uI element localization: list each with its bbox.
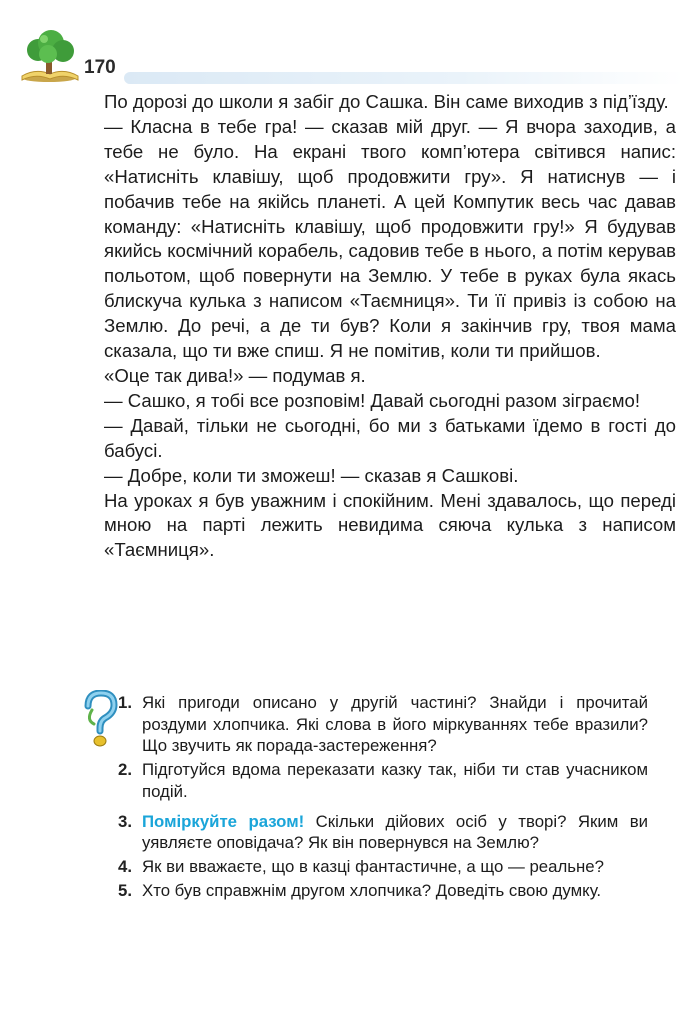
header-rule <box>124 72 684 84</box>
question-number: 2. <box>118 760 132 780</box>
story-paragraph: — Добре, коли ти зможеш! — сказав я Сашкові. <box>104 464 519 486</box>
question-text: Які пригоди описано у другій частині? Знайди і прочитай роздуми хлопчика. Які слова в його міркуваннях тебе вразили? Що звучить як порада-застереження? <box>142 693 648 756</box>
story-paragraph: «Оце так дива!» — подумав я. <box>104 364 366 386</box>
question-text <box>142 811 648 854</box>
question-text: Підготуйся вдома переказати казку так, ніби ти став учасником подій. <box>142 760 648 801</box>
question-number: 1. <box>118 693 132 712</box>
page-number: 170 <box>84 57 116 78</box>
question-item <box>118 759 648 802</box>
story-paragraph: — Давай, тільки не сьогодні, бо ми з батьками їдемо в гості до бабусі. <box>104 414 676 461</box>
question-item <box>118 692 648 757</box>
question-item <box>118 856 648 878</box>
question-number: 5. <box>118 880 132 900</box>
question-number: 4. <box>118 856 132 876</box>
story-paragraph: По дорозі до школи я забіг до Сашка. Він саме виходив з під’їзду. <box>104 91 669 112</box>
story-paragraph: На уроках я був уважним і спокійним. Мені здавалось, що переді мною на парті лежить невидима сяюча кулька з написом «Таємниця». <box>104 489 676 561</box>
question-text: Хто був справжнім другом хлопчика? Доведіть свою думку. <box>142 880 602 900</box>
question-item <box>118 880 648 902</box>
tree-on-book-icon <box>18 28 82 84</box>
discuss-together-label: Поміркуйте разом! <box>142 811 305 831</box>
question-number: 3. <box>118 811 132 831</box>
question-item <box>118 811 648 854</box>
page-header <box>0 0 700 100</box>
story-text <box>104 90 676 563</box>
question-text: Як ви вважаєте, що в казці фантастичне, а що — реальне? <box>142 856 604 876</box>
story-paragraph: — Сашко, я тобі все розповім! Давай сьогодні разом зіграємо! <box>104 389 641 411</box>
story-paragraph: — Класна в тебе гра! — сказав мій друг. — Я вчора заходив, а тебе не було. На екрані твого комп’ютера світився напис: «Натисніть клавішу, щоб продовжити гру». Я натиснув — і побачив тебе на якійсь планеті. А цей Компутик весь час давав команду: «Натисніть клавішу, щоб продовжити гру!» Я будував якийсь космічний корабель, садовив тебе в нього, а потім керував польотом, щоб повернути на Землю. У тебе в руках була якась блискуча кулька з написом «Таємниця». Ти її привіз із собою на Землю. До речі, а де ти був? Коли я закінчив гру, твоя мама сказала, що ти вже спиш. Я не помітив, коли ти прийшов. <box>104 115 676 362</box>
question-text-rest: Скільки дійових осіб у творі? Яким ви уявляєте оповідача? Як він повернувся на Землю? <box>142 811 648 853</box>
questions-list <box>118 692 648 903</box>
question-mark-icon <box>82 690 118 748</box>
